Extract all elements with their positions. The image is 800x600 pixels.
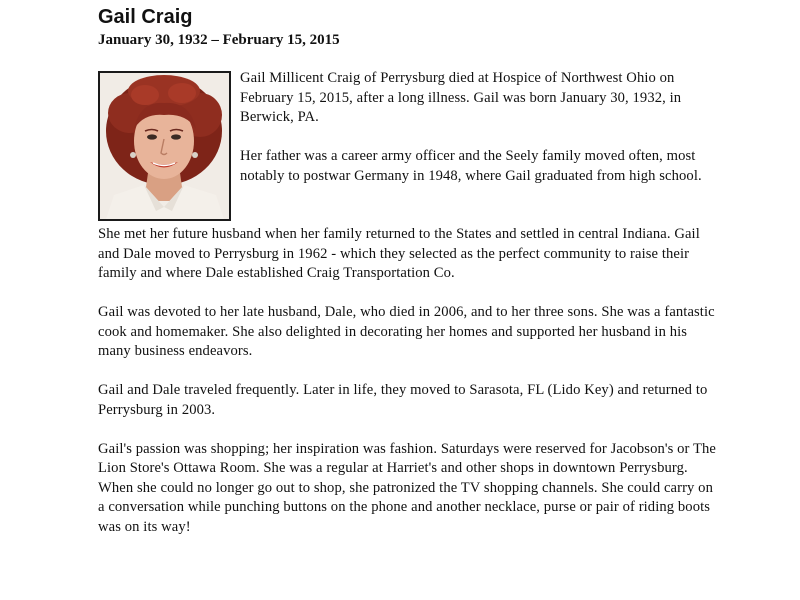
paragraph-3: She met her future husband when her family returned to the States and settled in central Indiana. Gail and Dale moved to Perrysburg in 1962 - which they selected as the perfect community to raise their family and where Dale established Craig Transportation Co. xyxy=(98,226,700,281)
paragraph-1: Gail Millicent Craig of Perrysburg died at Hospice of Northwest Ohio on February 15, 2015, after a long illness. Gail was born January 30, 1932, in Berwick, PA. xyxy=(240,70,682,125)
obituary-name: Gail Craig xyxy=(98,6,193,28)
obituary-dates: January 30, 1932 – February 15, 2015 xyxy=(98,32,340,48)
portrait-image xyxy=(100,73,229,219)
paragraph-2: Her father was a career army officer and the Seely family moved often, most notably to postwar Germany in 1948, where Gail graduated from high school. xyxy=(240,148,702,184)
portrait-photo xyxy=(98,71,231,221)
paragraph-5: Gail and Dale traveled frequently. Later in life, they moved to Sarasota, FL (Lido Key) and returned to Perrysburg in 2003. xyxy=(98,382,708,418)
intro-text xyxy=(240,69,710,186)
intro-section xyxy=(98,69,718,223)
main-text xyxy=(98,225,718,537)
paragraph-4: Gail was devoted to her late husband, Dale, who died in 2006, and to her three sons. She was a fantastic cook and homemaker. She also delighted in decorating her homes and supported her husband in his many business endeavors. xyxy=(98,304,715,359)
obituary xyxy=(98,6,718,537)
paragraph-6: Gail's passion was shopping; her inspiration was fashion. Saturdays were reserved for Jacobson's or The Lion Store's Ottawa Room. She was a regular at Harriet's and other shops in downtown Perrysburg. When she could no longer go out to shop, she patronized the TV shopping channels. She could carry on a conversation while punching buttons on the phone and another necklace, purse or pair of riding boots was on its way! xyxy=(98,440,716,535)
